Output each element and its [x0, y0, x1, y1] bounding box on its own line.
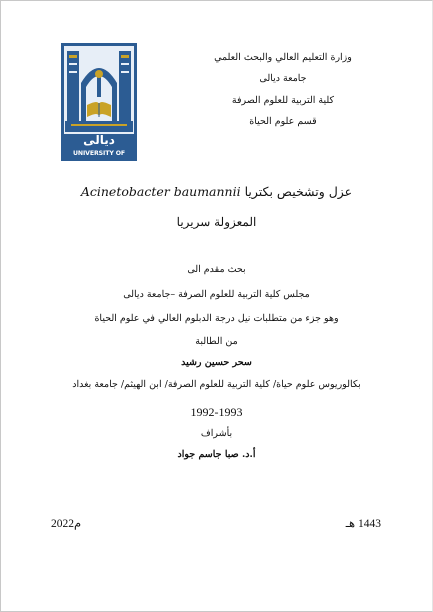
thesis-title-line-2: المعزولة سريريا	[176, 215, 257, 229]
college-name: كلية التربية للعلوم الصرفة	[231, 95, 335, 106]
graduation-years: 1992-1993	[190, 405, 243, 419]
council-line: مجلس كلية التربية للعلوم الصرفة –جامعة ديالى	[123, 289, 310, 300]
department-name: قسم علوم الحياة	[249, 116, 317, 127]
ministry-name: وزارة التعليم العالي والبحث العلمي	[214, 52, 352, 63]
title-latin-part: Acinetobacter baumannii	[80, 184, 241, 199]
logo-caption: UNIVERSITY OF DIYALA	[61, 147, 137, 161]
student-name: سحر حسين رشيد	[181, 357, 252, 368]
logo-arabic-name: ديالى	[83, 133, 115, 147]
hijri-year: 1443 هـ	[345, 518, 381, 530]
purpose-line: وهو جزء من متطلبات نيل درجة الدبلوم العالي في علوم الحياة	[94, 313, 339, 324]
supervision-label: بأشراف	[200, 428, 233, 439]
gregorian-year: 2022م	[51, 518, 82, 530]
supervisor-name: أ.د. صبا جاسم جواد	[177, 449, 256, 460]
thesis-title-line-1	[0, 183, 433, 201]
submitted-to: بحث مقدم الى	[187, 264, 246, 275]
university-logo	[61, 43, 137, 171]
from-student-label: من الطالبة	[195, 336, 238, 347]
bachelor-line: بكالوريوس علوم حياة/ كلية التربية للعلوم الصرفة/ ابن الهيثم/ جامعة بغداد	[72, 379, 361, 390]
university-name: جامعة ديالى	[259, 73, 307, 84]
title-arabic-part: عزل وتشخيص بكتريا	[244, 184, 353, 199]
